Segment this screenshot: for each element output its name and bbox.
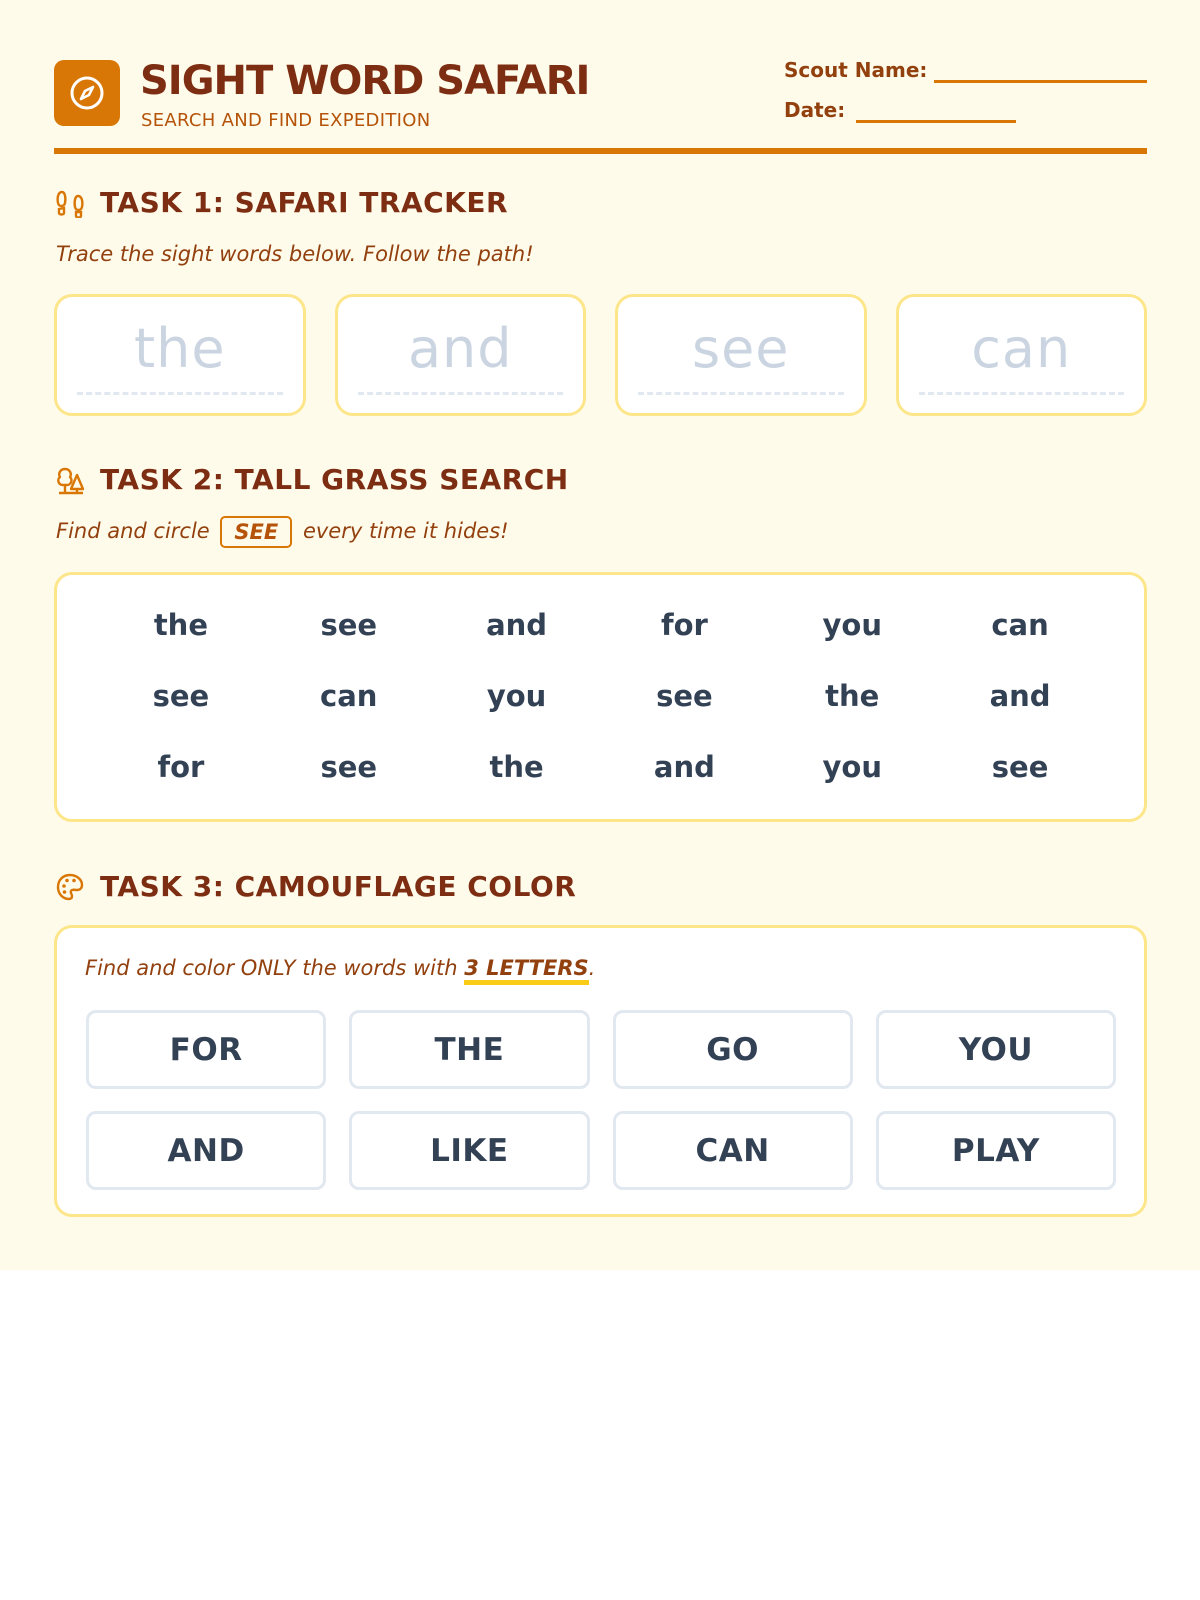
color-word-cell[interactable]: THE — [349, 1010, 589, 1089]
task3-instruction-after: . — [588, 956, 596, 980]
search-word[interactable]: see — [991, 750, 1049, 785]
search-word[interactable]: see — [320, 750, 378, 785]
target-word-chip: SEE — [220, 516, 292, 548]
trace-word: and — [407, 317, 513, 380]
trace-card[interactable] — [896, 294, 1148, 416]
task3-instruction-emphasis: 3 LETTERS — [464, 956, 588, 985]
color-word-cell[interactable]: GO — [613, 1010, 853, 1089]
color-word-cell[interactable]: PLAY — [876, 1111, 1116, 1190]
palette-icon — [54, 871, 86, 903]
task3-heading — [54, 870, 576, 903]
camouflage-panel — [54, 925, 1147, 1217]
worksheet-header — [54, 58, 1147, 154]
scout-name-field[interactable] — [934, 80, 1147, 83]
task2-heading — [54, 463, 569, 496]
compass-icon — [54, 60, 120, 126]
search-word[interactable]: can — [320, 678, 378, 713]
search-word[interactable]: you — [822, 607, 882, 642]
date-label: Date: — [784, 98, 846, 122]
task2-instruction — [56, 516, 509, 548]
scout-name-label: Scout Name: — [784, 58, 928, 82]
trace-guide-line — [358, 392, 564, 395]
task2-instruction-before: Find and circle — [56, 519, 210, 543]
search-word[interactable]: for — [157, 750, 205, 785]
task3-title: TASK 3: CAMOUFLAGE COLOR — [100, 870, 577, 903]
task3-instruction — [85, 956, 595, 980]
camouflage-word-grid — [86, 1010, 1116, 1190]
search-word[interactable]: and — [989, 678, 1051, 713]
color-word-cell[interactable]: AND — [86, 1111, 326, 1190]
task1-heading — [54, 186, 508, 219]
color-word-cell[interactable]: YOU — [876, 1010, 1116, 1089]
date-field[interactable] — [856, 120, 1016, 123]
color-word-cell[interactable]: CAN — [613, 1111, 853, 1190]
trace-guide-line — [77, 392, 283, 395]
search-word[interactable]: for — [660, 607, 708, 642]
trace-word-row — [54, 294, 1147, 416]
trace-word: the — [133, 317, 226, 380]
search-word[interactable]: the — [153, 607, 208, 642]
search-word[interactable]: and — [486, 607, 548, 642]
search-word[interactable]: you — [822, 750, 882, 785]
trace-card[interactable] — [54, 294, 306, 416]
trace-card[interactable] — [335, 294, 587, 416]
search-word[interactable]: can — [991, 607, 1049, 642]
task1-title: TASK 1: SAFARI TRACKER — [100, 186, 509, 219]
search-word[interactable]: the — [489, 750, 544, 785]
color-word-cell[interactable]: LIKE — [349, 1111, 589, 1190]
task2-title: TASK 2: TALL GRASS SEARCH — [100, 463, 569, 496]
task3-instruction-before: Find and color ONLY the words with — [85, 956, 458, 980]
trace-guide-line — [638, 392, 844, 395]
color-word-cell[interactable]: FOR — [86, 1010, 326, 1089]
page-title: SIGHT WORD SAFARI — [140, 58, 590, 104]
word-search-grid — [54, 572, 1147, 822]
search-word[interactable]: see — [152, 678, 210, 713]
page-subtitle: SEARCH AND FIND EXPEDITION — [141, 110, 431, 131]
search-word[interactable]: the — [825, 678, 880, 713]
search-word[interactable]: and — [653, 750, 715, 785]
task1-instruction: Trace the sight words below. Follow the path! — [56, 242, 534, 266]
trace-card[interactable] — [615, 294, 867, 416]
trace-word: can — [971, 317, 1072, 380]
trace-word: see — [691, 317, 790, 380]
trees-icon — [54, 464, 86, 496]
footprints-icon — [54, 187, 86, 219]
trace-guide-line — [919, 392, 1125, 395]
search-word[interactable]: see — [320, 607, 378, 642]
task2-instruction-after: every time it hides! — [302, 519, 509, 543]
search-word[interactable]: you — [486, 678, 547, 713]
search-word[interactable]: see — [656, 678, 713, 713]
